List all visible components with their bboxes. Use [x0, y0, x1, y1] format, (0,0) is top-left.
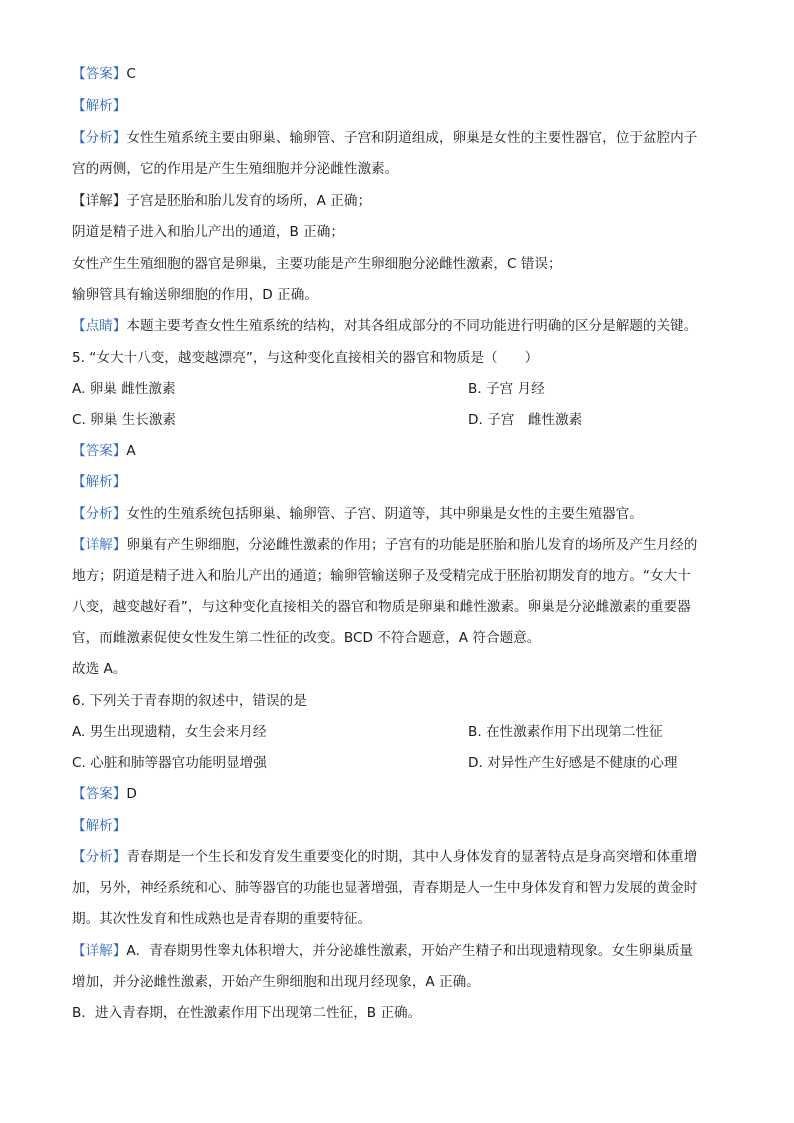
analysis-heading-q4 — [72, 96, 732, 116]
xiangjie-text: 子宫是胚胎和胎儿发育的场所，A 正确； — [126, 193, 372, 209]
answer-value: D — [126, 786, 137, 802]
analysis-heading-q6 — [72, 816, 732, 836]
dianjing-text: 本题主要考查女性生殖系统的结构，对其各组成部分的不同功能进行明确的区分是解题的关键。 — [126, 318, 698, 334]
xiangjie-line-q5-4: 官，而雌激素促使女性发生第二性征的改变。BCD 不符合题意，A 符合题意。 — [72, 630, 541, 646]
answer-line-q4 — [72, 64, 732, 84]
question-5-options-row-2 — [72, 410, 732, 430]
xiangjie-line-q4-3: 女性产生生殖细胞的器官是卵巢，主要功能是产生卵细胞分泌雌性激素，C 错误； — [72, 256, 562, 272]
xiangjie-line-q6-1 — [72, 941, 732, 961]
question-6-stem: 6. 下列关于青春期的叙述中，错误的是 — [72, 693, 307, 709]
xiangjie-line-q5-3: 八变，越变越好看”，与这种变化直接相关的器官和物质是卵巢和雌性激素。卵巢是分泌雌激素的重要器 — [72, 599, 691, 615]
answer-tag: 【答案】 — [72, 66, 127, 82]
question-5-stem: 5. “女大十八变，越变越漂亮”，与这种变化直接相关的器官和物质是（ ） — [72, 350, 539, 366]
option-c: C. 卵巢 生长激素 — [72, 412, 177, 428]
option-c: C. 心脏和肺等器官功能明显增强 — [72, 755, 267, 771]
dianjing-tag: 【点睛】 — [72, 318, 127, 334]
question-6-options-row-2 — [72, 753, 732, 773]
answer-line-q6 — [72, 784, 732, 804]
fenxi-text: 青春期是一个生长和发育发生重要变化的时期，其中人身体发育的显著特点是身高突增和体重增 — [126, 849, 698, 865]
xiangjie-line-q4-4: 输卵管具有输送卵细胞的作用，D 正确。 — [72, 287, 318, 303]
answer-line-q5 — [72, 441, 732, 461]
xiangjie-line-q5-5: 故选 A。 — [72, 661, 127, 677]
xiangjie-text: A．青春期男性睾丸体积增大，并分泌雄性激素，开始产生精子和出现遗精现象。女生卵巢质量 — [126, 943, 694, 959]
fenxi-line-q6-1 — [72, 847, 732, 867]
xiangjie-tag: 【详解】 — [72, 193, 127, 209]
option-b: B. 子宫 月经 — [468, 381, 545, 397]
fenxi-tag: 【分析】 — [72, 849, 127, 865]
fenxi-text: 女性生殖系统主要由卵巢、输卵管、子宫和阴道组成，卵巢是女性的主要性器官，位于盆腔内子 — [126, 130, 698, 146]
xiangjie-line-q4-2: 阴道是精子进入和胎儿产出的通道，B 正确； — [72, 224, 344, 240]
option-a: A. 卵巢 雌性激素 — [72, 381, 176, 397]
dianjing-line-q4 — [72, 316, 732, 336]
fenxi-tag: 【分析】 — [72, 506, 127, 522]
question-5-options-row-1 — [72, 379, 732, 399]
xiangjie-tag: 【详解】 — [72, 943, 127, 959]
option-a: A. 男生出现遗精，女生会来月经 — [72, 724, 267, 740]
question-6-options-row-1 — [72, 722, 732, 742]
answer-tag: 【答案】 — [72, 443, 127, 459]
fenxi-tag: 【分析】 — [72, 130, 127, 146]
fenxi-line-q6-3: 期。其次性发育和性成熟也是青春期的重要特征。 — [72, 911, 372, 927]
fenxi-line-q4-1 — [72, 128, 732, 148]
fenxi-line-q5-1 — [72, 504, 732, 524]
fenxi-line-q6-2: 加，另外，神经系统和心、肺等器官的功能也显著增强，青春期是人一生中身体发育和智力发展的黄金时 — [72, 880, 698, 896]
analysis-tag: 【解析】 — [72, 474, 127, 490]
option-b: B. 在性激素作用下出现第二性征 — [468, 724, 663, 740]
option-d: D. 子宫 雌性激素 — [468, 412, 583, 428]
answer-value: A — [126, 443, 136, 459]
xiangjie-line-q6-3: B．进入青春期，在性激素作用下出现第二性征，B 正确。 — [72, 1005, 422, 1021]
option-d: D. 对异性产生好感是不健康的心理 — [468, 755, 678, 771]
xiangjie-line-q4-1 — [72, 191, 732, 211]
fenxi-text: 女性的生殖系统包括卵巢、输卵管、子宫、阴道等，其中卵巢是女性的主要生殖器官。 — [126, 506, 643, 522]
xiangjie-line-q5-2: 地方；阴道是精子进入和胎儿产出的通道；输卵管输送卵子及受精完成于胚胎初期发育的地方。“女大十 — [72, 568, 691, 584]
analysis-heading-q5 — [72, 472, 732, 492]
xiangjie-line-q6-2: 增加，并分泌雌性激素，开始产生卵细胞和出现月经现象，A 正确。 — [72, 974, 480, 990]
fenxi-line-q4-2: 宫的两侧，它的作用是产生生殖细胞并分泌雌性激素。 — [72, 161, 399, 177]
xiangjie-line-q5-1 — [72, 535, 732, 555]
analysis-tag: 【解析】 — [72, 98, 127, 114]
answer-value: C — [126, 66, 136, 82]
xiangjie-tag: 【详解】 — [72, 537, 127, 553]
analysis-tag: 【解析】 — [72, 818, 127, 834]
answer-tag: 【答案】 — [72, 786, 127, 802]
xiangjie-text: 卵巢有产生卵细胞，分泌雌性激素的作用；子宫有的功能是胚胎和胎儿发育的场所及产生月经的 — [126, 537, 698, 553]
